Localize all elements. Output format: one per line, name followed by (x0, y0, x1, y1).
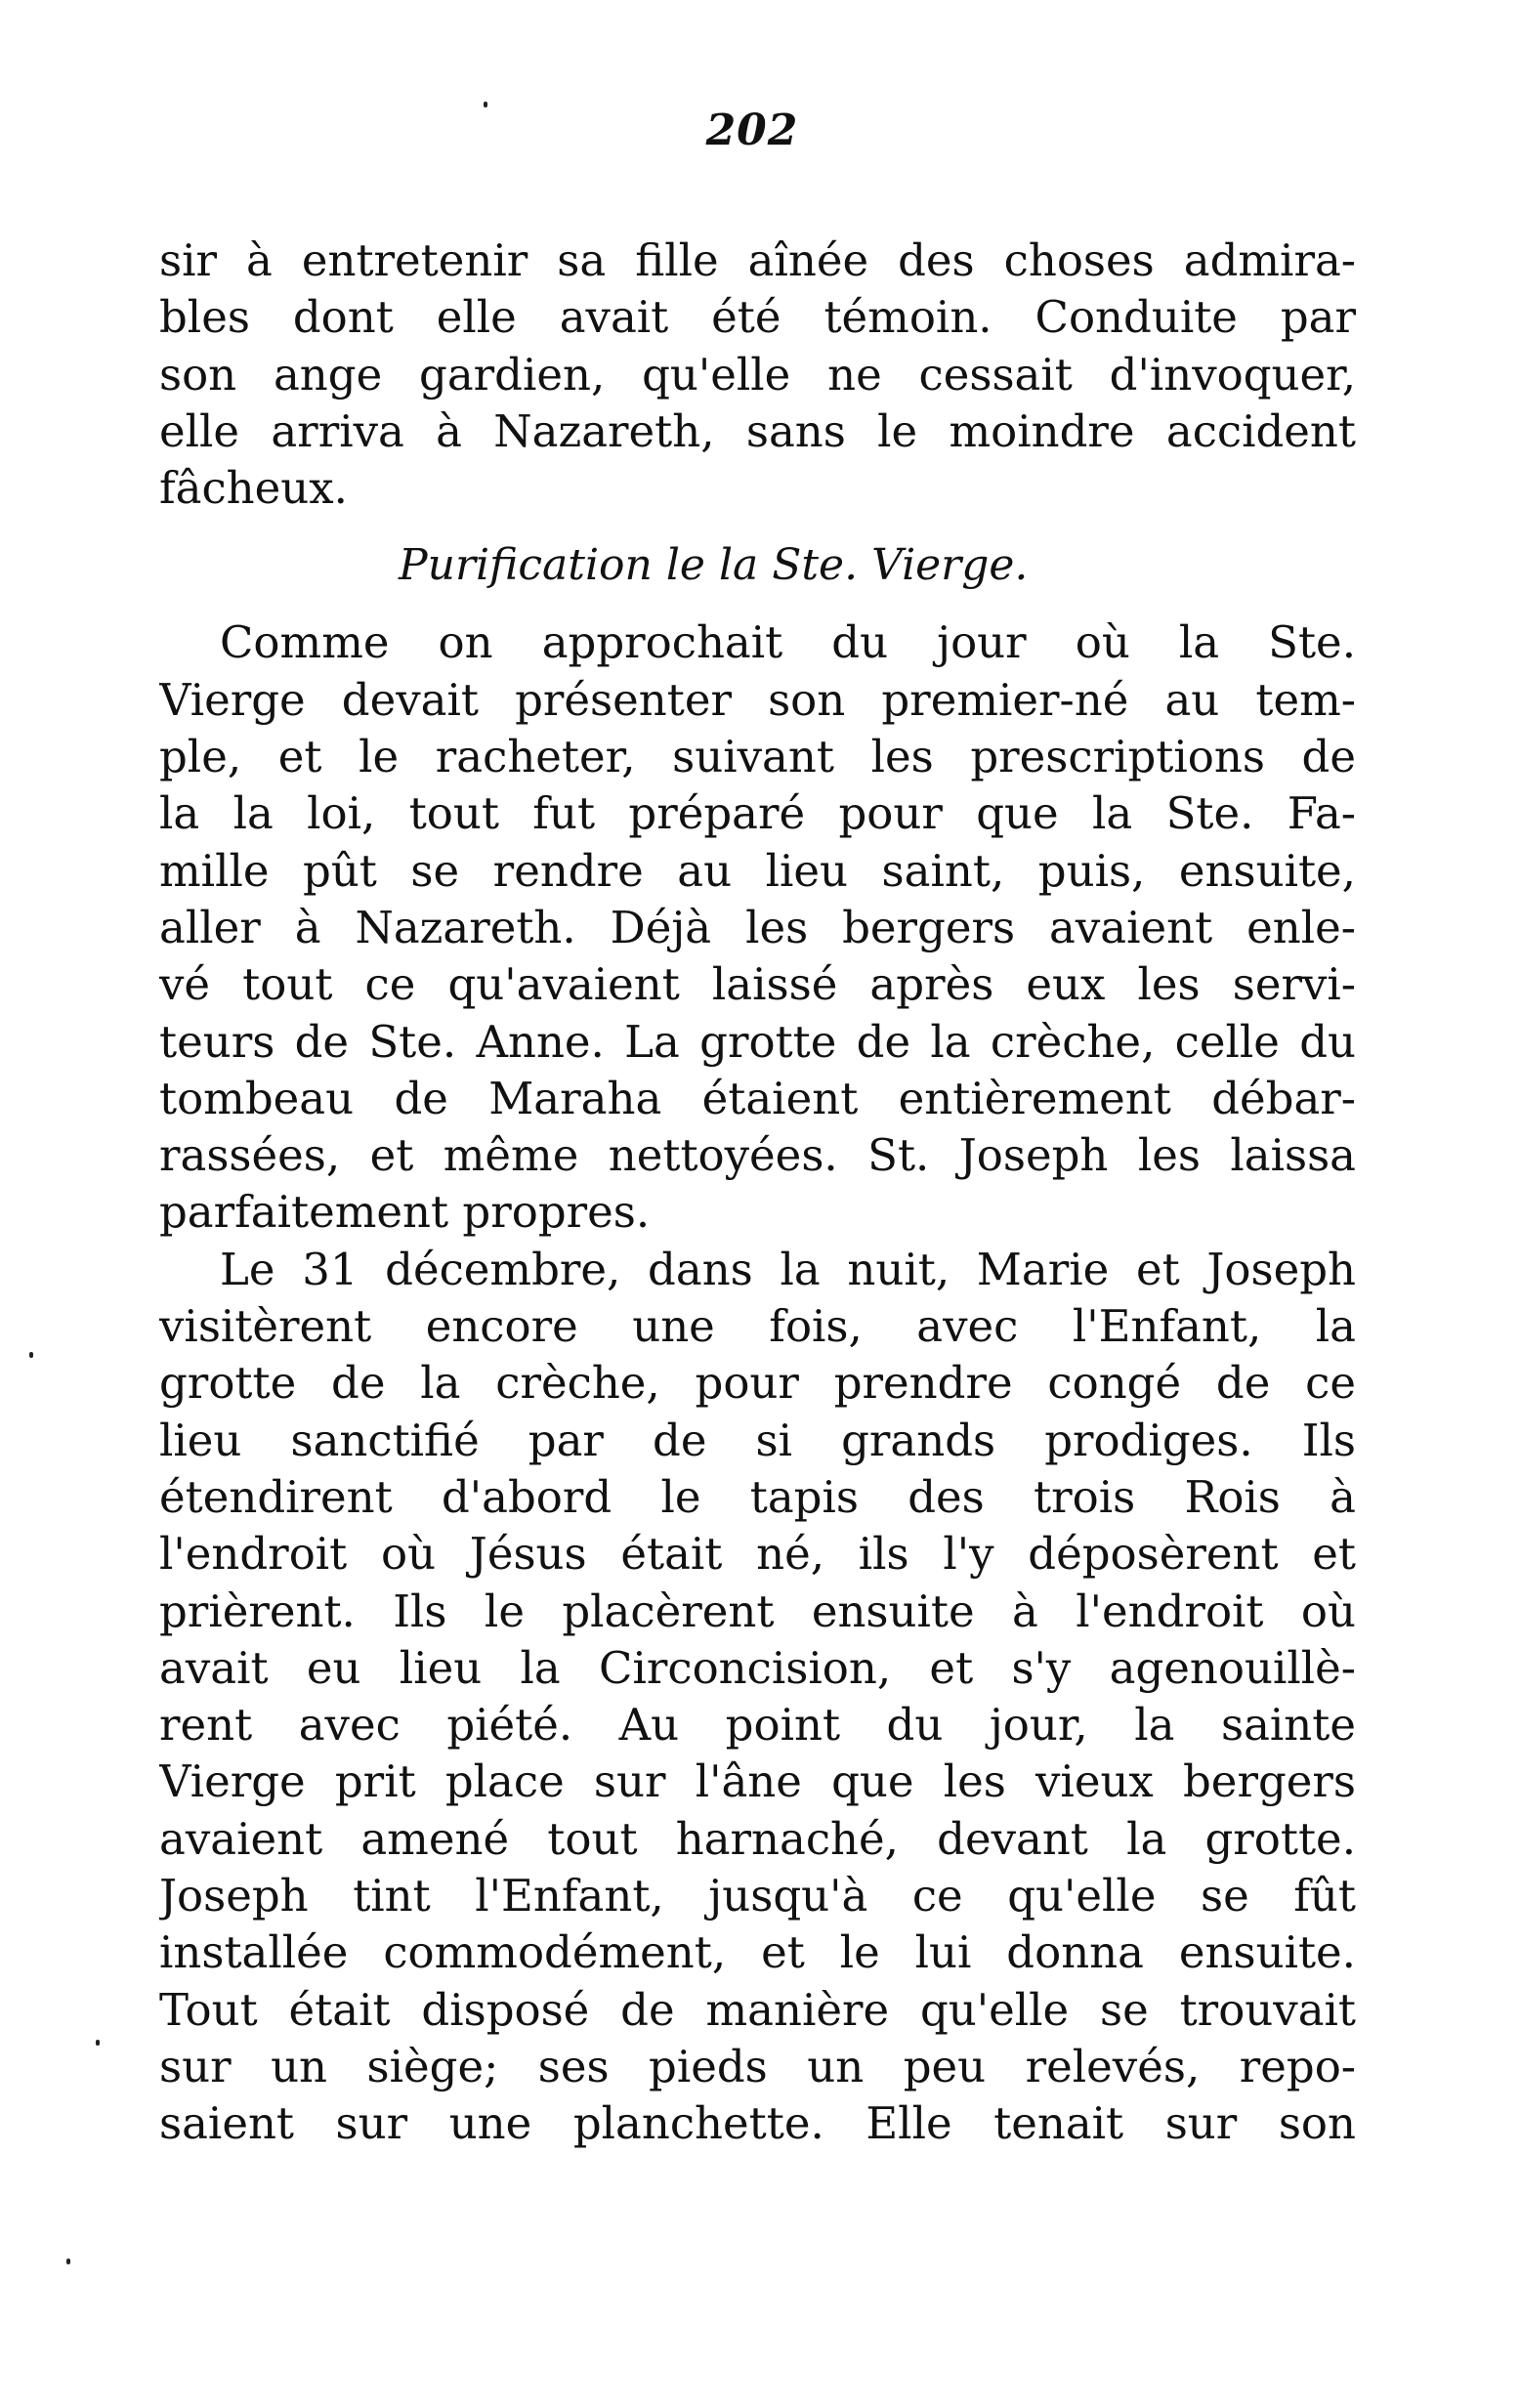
text-line: sur un siège; ses pieds un peu relevés, repo- (159, 2040, 1356, 2092)
text-line: rent avec piété. Au point du jour, la sainte (159, 1699, 1356, 1752)
print-speck (66, 2259, 70, 2264)
text-line: prièrent. Ils le placèrent ensuite à l'endroit où (159, 1584, 1356, 1637)
text-line: aller à Nazareth. Déjà les bergers avaient enle- (159, 901, 1356, 953)
text-line: l'endroit où Jésus était né, ils l'y déposèrent et (159, 1528, 1356, 1581)
text-line: installée commodément, et le lui donna ensuite. (159, 1926, 1356, 1979)
text-line: son ange gardien, qu'elle ne cessait d'invoquer, (159, 348, 1356, 401)
text-line: vé tout ce qu'avaient laissé après eux les servi- (159, 958, 1356, 1011)
paragraph-1 (159, 232, 1356, 517)
text-line: Le 31 décembre, dans la nuit, Marie et Joseph (220, 1243, 1356, 1295)
text-line: avait eu lieu la Circoncision, et s'y agenouillè- (159, 1641, 1356, 1694)
text-line: étendirent d'abord le tapis des trois Rois à (159, 1470, 1356, 1523)
page-number: 202 (705, 106, 799, 155)
print-speck (29, 1352, 33, 1358)
text-line: rassées, et même nettoyées. St. Joseph les laissa (159, 1129, 1356, 1182)
text-line: bles dont elle avait été témoin. Conduite par (159, 291, 1356, 344)
text-line: fâcheux. (159, 462, 348, 515)
text-line: lieu sanctifié par de si grands prodiges. Ils (159, 1414, 1356, 1466)
text-line: Vierge devait présenter son premier-né au tem- (159, 673, 1356, 726)
print-speck (484, 102, 487, 107)
page-text (159, 232, 1356, 2153)
text-line: mille pût se rendre au lieu saint, puis, ensuite, (159, 844, 1356, 897)
text-line: Joseph tint l'Enfant, jusqu'à ce qu'elle se fût (159, 1870, 1356, 1922)
text-line: sir à entretenir sa fille aînée des choses admira- (159, 234, 1356, 286)
text-line: tombeau de Maraha étaient entièrement débar- (159, 1072, 1356, 1124)
section-heading: Purification le la Ste. Vierge. (399, 540, 1029, 591)
text-line: saient sur une planchette. Elle tenait sur son (159, 2097, 1356, 2150)
text-line: Comme on approchait du jour où la Ste. (220, 616, 1356, 669)
text-line: avaient amené tout harnaché, devant la grotte. (159, 1812, 1356, 1865)
text-line: parfaitement propres. (159, 1186, 651, 1239)
text-line: elle arriva à Nazareth, sans le moindre accident (159, 404, 1356, 457)
text-line: visitèrent encore une fois, avec l'Enfant, la (159, 1300, 1356, 1353)
text-line: Vierge prit place sur l'âne que les vieux bergers (159, 1755, 1356, 1808)
text-line: grotte de la crèche, pour prendre congé de ce (159, 1357, 1356, 1410)
text-line: ple, et le racheter, suivant les prescriptions de (159, 731, 1356, 783)
print-speck (96, 2040, 100, 2046)
text-line: Tout était disposé de manière qu'elle se trouvait (159, 1983, 1356, 2036)
paragraph-2 (159, 614, 1356, 1241)
text-line: teurs de Ste. Anne. La grotte de la crèche, celle du (159, 1015, 1356, 1068)
paragraph-3 (159, 1242, 1356, 2153)
text-line: la la loi, tout fut préparé pour que la Ste. Fa- (159, 787, 1356, 840)
